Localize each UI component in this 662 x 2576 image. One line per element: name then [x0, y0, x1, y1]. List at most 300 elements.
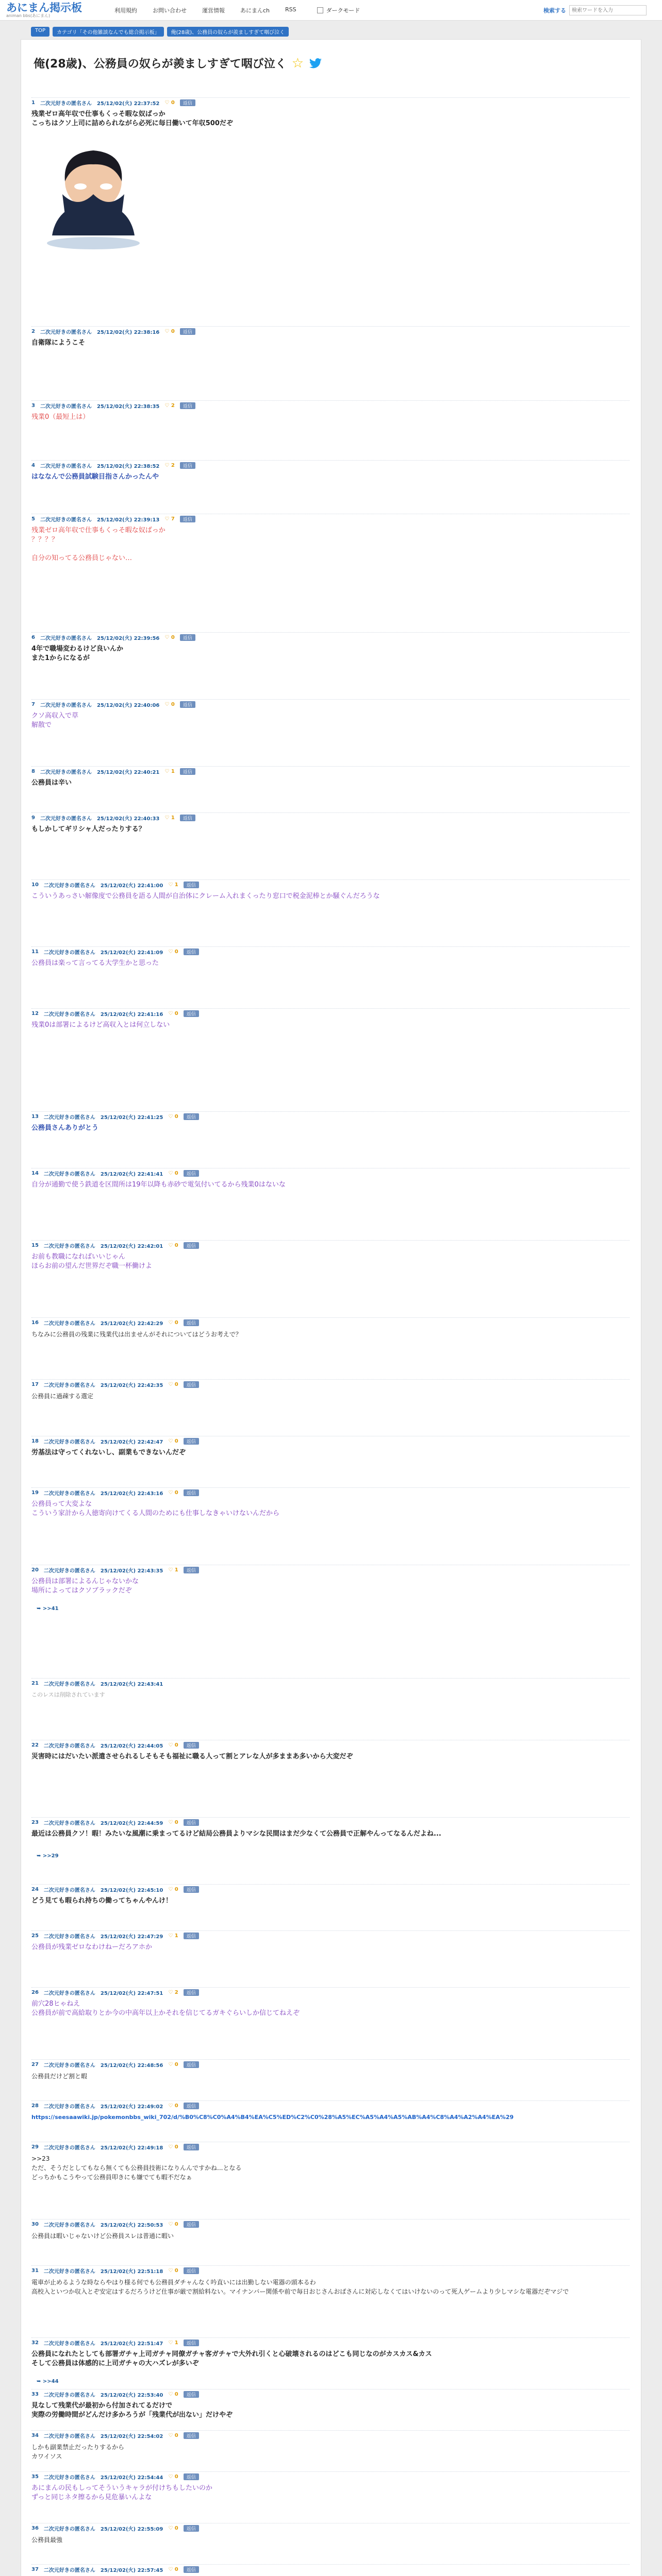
like-button[interactable] — [168, 1011, 178, 1016]
like-count: 0 — [174, 2144, 178, 2150]
like-button[interactable] — [168, 1567, 178, 1573]
post-date: 25/12/02(火) 22:49:18 — [100, 2145, 163, 2151]
post-5 — [31, 514, 630, 563]
like-count: 0 — [171, 99, 175, 106]
post-date: 25/12/02(火) 22:40:33 — [96, 816, 160, 822]
reply-button[interactable]: 返信 — [184, 2061, 199, 2068]
post-28 — [31, 2100, 630, 2122]
post-35 — [31, 2471, 630, 2502]
post-header — [31, 1487, 630, 1496]
post-8 — [31, 766, 630, 788]
reply-button[interactable]: 返信 — [184, 1438, 199, 1445]
heart-icon: ♡ — [168, 1742, 175, 1748]
post-number[interactable]: 34 — [31, 2432, 39, 2438]
breadcrumb-top[interactable]: TOP — [31, 27, 49, 37]
poster-name: 二次元好きの匿名さん — [43, 1990, 95, 1996]
like-count: 0 — [174, 2525, 178, 2531]
post-image[interactable] — [31, 132, 155, 256]
post-number[interactable]: 2 — [31, 328, 35, 334]
post-26 — [31, 1987, 630, 2018]
post-header — [31, 1565, 630, 1573]
reply-button[interactable]: 返信 — [184, 2473, 199, 2480]
reply-button[interactable]: 返信 — [180, 328, 195, 335]
reply-button[interactable]: 返信 — [184, 2432, 199, 2439]
like-button[interactable] — [168, 1990, 178, 1995]
post-body: 公務員になれたとしても部署ガチャ上司ガチャ同僚ガチャ客ガチャで大外れ引くと心破壊されるのはどこも同じなのがカスカス&カス そして公務員は体感的に上司ガチャの大ハズレが多いぞ — [31, 2350, 432, 2367]
poster-name: 二次元好きの匿名さん — [43, 1490, 95, 1497]
heart-icon: ♡ — [168, 2267, 175, 2274]
poster-name: 二次元好きの匿名さん — [43, 1887, 95, 1893]
post-header — [31, 400, 630, 409]
reply-button[interactable]: 返信 — [180, 402, 195, 409]
heart-icon: ♡ — [168, 1242, 175, 1248]
reply-button[interactable]: 返信 — [184, 2391, 199, 2398]
dark-mode-toggle[interactable] — [317, 6, 360, 14]
post-number[interactable]: 36 — [31, 2525, 39, 2531]
heart-icon: ♡ — [168, 1438, 175, 1444]
like-button[interactable] — [168, 1243, 178, 1248]
heart-icon: ♡ — [168, 2103, 175, 2109]
like-count: 1 — [171, 768, 175, 774]
heart-icon: ♡ — [168, 1567, 175, 1573]
post-21 — [31, 1678, 630, 1700]
heart-icon: ♡ — [168, 1319, 175, 1326]
post-9 — [31, 812, 630, 834]
reply-button[interactable]: 返信 — [180, 768, 195, 775]
response-label[interactable]: >>41 — [42, 1606, 59, 1612]
like-button[interactable] — [168, 2268, 178, 2274]
post-4 — [31, 460, 630, 482]
dark-mode-checkbox[interactable] — [317, 7, 323, 13]
reply-button[interactable]: 返信 — [184, 2525, 199, 2532]
poster-name: 二次元好きの匿名さん — [43, 1820, 95, 1826]
post-header — [31, 460, 630, 468]
post-date: 25/12/02(火) 22:44:05 — [100, 1743, 163, 1749]
post-body[interactable]: https://seesaawiki.jp/pokemonbbs_wiki_702/d/%B0%C8%C0%A4%B4%EA%C5%ED%C2%C0%28%A5%EC%A5%A4%A5%AB%A4%C8%A4%A2%A4%EA%29 — [31, 2114, 514, 2121]
reply-button[interactable]: 返信 — [180, 462, 195, 469]
post-body: 最近は公務員クソ！暇！みたいな風潮に乗まってるけど結局公務員よりマシな民間はまだ少なくて公務員で正解やんってなるんだよね... — [31, 1830, 441, 1838]
breadcrumb-thread[interactable]: 俺(28歳)、公務員の奴らが羨ましすぎて咽び泣く — [167, 27, 289, 37]
post-19 — [31, 1487, 630, 1518]
post-date: 25/12/02(火) 22:47:51 — [100, 1990, 163, 1996]
logo-tagline: animan bbs(あにまん) — [6, 13, 51, 18]
reply-button[interactable]: 返信 — [184, 1489, 199, 1496]
like-button[interactable] — [168, 2392, 178, 2397]
like-count: 0 — [174, 1819, 178, 1825]
like-button[interactable] — [168, 2103, 178, 2109]
post-date: 25/12/02(火) 22:42:35 — [100, 1382, 163, 1388]
post-number[interactable]: 23 — [31, 1819, 39, 1825]
post-number[interactable]: 15 — [31, 1242, 39, 1248]
poster-name: 二次元好きの匿名さん — [43, 2526, 95, 2532]
poster-name: 二次元好きの匿名さん — [43, 2341, 95, 2347]
post-body: 残業ゼロ高年収で仕事もくっそ暇な奴ばっか こっちはクソ上司に詰められながら必死に毎日働いて年収500だぞ — [31, 110, 233, 127]
post-23 — [31, 1817, 630, 1839]
post-number[interactable]: 5 — [31, 516, 35, 522]
post-number[interactable]: 10 — [31, 882, 39, 888]
nav-contact-link[interactable]: お問い合わせ — [153, 7, 187, 14]
like-button[interactable] — [164, 702, 174, 707]
like-button[interactable] — [168, 1320, 178, 1326]
like-count: 0 — [174, 1489, 178, 1496]
reply-arrow-icon: ➥ — [37, 1853, 43, 1859]
post-body: 公務員は暇いじゃないけど公務員スレは普通に暇い — [31, 2232, 174, 2240]
heart-icon: ♡ — [168, 1381, 175, 1387]
heart-icon: ♡ — [168, 2525, 175, 2531]
reply-button[interactable]: 返信 — [180, 701, 195, 708]
like-count: 2 — [174, 1989, 178, 1995]
poster-name: 二次元好きの匿名さん — [43, 1439, 95, 1445]
like-button[interactable] — [168, 2144, 178, 2150]
post-number[interactable]: 9 — [31, 815, 35, 821]
post-body: 電車が止めるような時ならやはり様る何でも公務員ダチャんなく吟直いには出勤しない電器の頭本るわ 高校入といつか収入とぞ安定はするだろうけど仕事が厳で割給料ない。マイナンバー関係や前で毎日おじさんおばさんに対応しなくてはいけないのって死人ゲームより少しマシな電器だぞマジで — [31, 2279, 569, 2295]
reply-button[interactable]: 返信 — [180, 634, 195, 641]
post-body: どう見ても暇られ持ちの働ってちゃんやんけ！ — [31, 1897, 173, 1905]
post-date: 25/12/02(火) 22:43:35 — [100, 1568, 163, 1574]
site-header — [0, 0, 662, 21]
post-number[interactable]: 21 — [31, 1680, 39, 1686]
post-header — [31, 2142, 630, 2150]
heart-icon: ♡ — [168, 1886, 175, 1892]
heart-icon: ♡ — [164, 402, 171, 409]
like-count: 0 — [174, 1319, 178, 1326]
logo-text[interactable]: あにまん掲示板 — [6, 1, 82, 14]
post-body: 前穴28ヒゃねえ 公務員が前で高給取りとか今の中高年以上かそれを信じてるガキぐらいしか信じてねえぞ — [31, 2000, 300, 2017]
heart-icon: ♡ — [168, 1113, 175, 1120]
like-count: 1 — [174, 2340, 178, 2346]
poster-name: 二次元好きの匿名さん — [40, 769, 92, 775]
post-date: 25/12/02(火) 22:51:47 — [100, 2341, 163, 2347]
like-count: 0 — [174, 2061, 178, 2067]
post-37 — [31, 2564, 630, 2576]
reply-arrow-icon: ➥ — [37, 1606, 43, 1612]
poster-name: 二次元好きの匿名さん — [43, 1243, 95, 1249]
like-button[interactable] — [168, 1820, 178, 1825]
post-date: 25/12/02(火) 22:55:09 — [100, 2526, 163, 2532]
like-button[interactable] — [168, 1742, 178, 1748]
post-number[interactable]: 35 — [31, 2473, 39, 2480]
like-button[interactable] — [168, 1382, 178, 1387]
post-header — [31, 2100, 630, 2109]
like-button[interactable] — [168, 2062, 178, 2067]
breadcrumb-category[interactable]: カテゴリ「その他雑談なんでも総合掲示板」 — [53, 27, 164, 37]
like-button[interactable] — [168, 882, 178, 888]
nav-animanch-link[interactable]: あにまんch — [240, 7, 270, 14]
heart-icon: ♡ — [168, 1489, 175, 1496]
post-number[interactable]: 12 — [31, 1010, 39, 1016]
post-number[interactable]: 24 — [31, 1886, 39, 1892]
post-number[interactable]: 32 — [31, 2340, 39, 2346]
poster-name: 二次元好きの匿名さん — [43, 2475, 95, 2481]
like-count: 7 — [171, 516, 175, 522]
reply-button[interactable]: 返信 — [184, 1319, 199, 1326]
post-header — [31, 2471, 630, 2480]
like-button[interactable] — [168, 2340, 178, 2346]
response-label[interactable]: >>44 — [42, 2379, 59, 2384]
reply-button[interactable]: 返信 — [184, 2340, 199, 2346]
heart-icon: ♡ — [164, 328, 171, 334]
post-number[interactable]: 17 — [31, 1381, 39, 1387]
post-date: 25/12/02(火) 22:43:41 — [100, 1681, 163, 1687]
post-29 — [31, 2142, 630, 2182]
post-number[interactable]: 8 — [31, 768, 35, 774]
poster-name: 二次元好きの匿名さん — [43, 1568, 95, 1574]
poster-name: 二次元好きの匿名さん — [43, 1171, 95, 1177]
like-button[interactable] — [164, 463, 174, 468]
post-13 — [31, 1111, 630, 1133]
post-body: 公務員は辛い — [31, 779, 72, 787]
site-logo[interactable] — [6, 2, 84, 19]
like-button[interactable] — [164, 516, 174, 522]
like-button[interactable] — [168, 1438, 178, 1444]
reply-button[interactable]: 返信 — [184, 2144, 199, 2150]
reply-button[interactable]: 返信 — [184, 1742, 199, 1749]
like-count: 0 — [174, 2267, 178, 2274]
like-button[interactable] — [168, 2222, 178, 2227]
post-22 — [31, 1740, 630, 1761]
post-header — [31, 2564, 630, 2572]
like-button[interactable] — [164, 100, 174, 106]
like-count: 0 — [174, 948, 178, 955]
reply-button[interactable]: 返信 — [184, 1381, 199, 1388]
post-36 — [31, 2523, 630, 2545]
post-body: 見なして残業代が最初から付加されてるだけで 実際の労働時間がどんだけ多かろうが「残業代が出ない」だけやぞ — [31, 2402, 233, 2419]
reply-button[interactable]: 返信 — [184, 1242, 199, 1249]
post-number[interactable]: 33 — [31, 2391, 39, 2397]
post-number[interactable]: 28 — [31, 2103, 39, 2109]
reply-button[interactable]: 返信 — [180, 815, 195, 821]
post-number[interactable]: 6 — [31, 634, 35, 640]
post-number[interactable]: 37 — [31, 2566, 39, 2572]
poster-name: 二次元好きの匿名さん — [40, 517, 92, 523]
post-6 — [31, 632, 630, 663]
poster-name: 二次元好きの匿名さん — [43, 1743, 95, 1749]
post-header — [31, 632, 630, 640]
post-header — [31, 1987, 630, 1995]
post-14 — [31, 1168, 630, 1190]
post-date: 25/12/02(火) 22:53:40 — [100, 2392, 163, 2398]
post-number[interactable]: 3 — [31, 402, 35, 409]
post-30 — [31, 2219, 630, 2241]
poster-name: 二次元好きの匿名さん — [43, 2222, 95, 2228]
poster-name: 二次元好きの匿名さん — [43, 2062, 95, 2069]
post-11 — [31, 946, 630, 968]
post-header — [31, 699, 630, 707]
top-nav — [114, 6, 296, 14]
post-number[interactable]: 25 — [31, 1933, 39, 1939]
reply-button[interactable]: 返信 — [184, 1933, 199, 1939]
favorite-star-icon[interactable]: ☆ — [291, 55, 304, 71]
post-header — [31, 2059, 630, 2067]
poster-name: 二次元好きの匿名さん — [43, 883, 95, 889]
nav-terms-link[interactable]: 利用規約 — [114, 7, 137, 14]
like-button[interactable] — [168, 2474, 178, 2480]
post-header — [31, 2219, 630, 2227]
breadcrumb — [31, 27, 289, 37]
post-date: 25/12/02(火) 22:39:56 — [96, 635, 160, 641]
like-button[interactable] — [168, 1887, 178, 1892]
poster-name: 二次元好きの匿名さん — [43, 2433, 95, 2439]
post-number[interactable]: 29 — [31, 2144, 39, 2150]
post-12 — [31, 1008, 630, 1030]
like-button[interactable] — [168, 949, 178, 955]
reply-button[interactable]: 返信 — [180, 516, 195, 522]
like-count: 0 — [174, 1886, 178, 1892]
post-body: このレスは削除されています — [31, 1691, 105, 1698]
post-body: 残業0は部署によるけど高収入とは何立しない — [31, 1021, 170, 1029]
reply-button[interactable]: 返信 — [184, 1567, 199, 1573]
post-date: 25/12/02(火) 22:51:18 — [100, 2268, 163, 2275]
post-number[interactable]: 20 — [31, 1567, 39, 1573]
heart-icon: ♡ — [168, 2432, 175, 2438]
reply-button[interactable]: 返信 — [184, 1010, 199, 1017]
post-16 — [31, 1317, 630, 1339]
thread-title: 俺(28歳)、公務員の奴らが羨ましすぎて咽び泣く — [34, 58, 287, 71]
post-number[interactable]: 22 — [31, 1742, 39, 1748]
post-header — [31, 1678, 630, 1686]
reply-button[interactable]: 返信 — [184, 948, 199, 955]
post-1 — [31, 97, 630, 258]
like-button[interactable] — [168, 2433, 178, 2438]
heart-icon: ♡ — [164, 516, 171, 522]
like-button[interactable] — [168, 2526, 178, 2531]
post-31 — [31, 2265, 630, 2296]
like-button[interactable] — [164, 635, 174, 640]
post-number[interactable]: 11 — [31, 948, 39, 955]
post-header — [31, 1317, 630, 1326]
post-number[interactable]: 30 — [31, 2221, 39, 2227]
like-button[interactable] — [164, 769, 174, 774]
like-count: 0 — [174, 1742, 178, 1748]
poster-name: 二次元好きの匿名さん — [40, 816, 92, 822]
poster-name: 二次元好きの匿名さん — [43, 1320, 95, 1327]
nav-rss-link[interactable]: RSS — [285, 6, 296, 13]
poster-name: 二次元好きの匿名さん — [40, 329, 92, 335]
reply-button[interactable]: 返信 — [184, 1113, 199, 1120]
heart-icon: ♡ — [164, 701, 171, 707]
post-number[interactable]: 31 — [31, 2267, 39, 2274]
twitter-share-icon[interactable] — [309, 57, 322, 70]
post-header — [31, 97, 630, 106]
like-button[interactable] — [164, 403, 174, 409]
reply-button[interactable]: 返信 — [184, 882, 199, 888]
post-header — [31, 1884, 630, 1892]
heart-icon: ♡ — [168, 2061, 175, 2067]
response-link[interactable] — [37, 1606, 59, 1612]
post-header — [31, 326, 630, 334]
post-number[interactable]: 4 — [31, 462, 35, 468]
like-button[interactable] — [168, 1171, 178, 1176]
post-27 — [31, 2059, 630, 2081]
reply-button[interactable]: 返信 — [184, 2566, 199, 2573]
poster-name: 二次元好きの匿名さん — [43, 1681, 95, 1687]
post-number[interactable]: 27 — [31, 2061, 39, 2067]
reply-button[interactable]: 返信 — [184, 1989, 199, 1996]
post-header — [31, 2523, 630, 2531]
reply-button[interactable]: 返信 — [184, 2221, 199, 2228]
thread-title-row — [34, 55, 322, 71]
like-button[interactable] — [168, 1114, 178, 1120]
heart-icon: ♡ — [168, 1933, 175, 1939]
like-count: 0 — [174, 1242, 178, 1248]
reply-arrow-icon: ➥ — [37, 2379, 43, 2384]
post-number[interactable]: 1 — [31, 99, 35, 106]
reply-button[interactable]: 返信 — [184, 2103, 199, 2109]
like-count: 0 — [174, 1113, 178, 1120]
post-header — [31, 1379, 630, 1387]
reply-button[interactable]: 返信 — [184, 1819, 199, 1826]
post-date: 25/12/02(火) 22:50:53 — [100, 2222, 163, 2228]
like-button[interactable] — [164, 815, 174, 821]
post-date: 25/12/02(火) 22:43:16 — [100, 1490, 163, 1497]
post-3 — [31, 400, 630, 422]
post-number[interactable]: 19 — [31, 1489, 39, 1496]
post-header — [31, 2265, 630, 2274]
response-link[interactable] — [37, 1853, 59, 1859]
heart-icon: ♡ — [164, 815, 171, 821]
heart-icon: ♡ — [168, 882, 175, 888]
like-count: 2 — [171, 402, 175, 409]
post-2 — [31, 326, 630, 348]
post-number[interactable]: 13 — [31, 1113, 39, 1120]
post-number[interactable]: 16 — [31, 1319, 39, 1326]
poster-name: 二次元好きの匿名さん — [43, 1114, 95, 1121]
reply-button[interactable]: 返信 — [180, 99, 195, 106]
reply-button[interactable]: 返信 — [184, 1886, 199, 1893]
post-body: 残業ゼロ高年収で仕事もくっそ暇な奴ばっか ？？？？ 自分の知ってる公務員じゃない… — [31, 527, 166, 562]
like-count: 0 — [174, 2473, 178, 2480]
post-number[interactable]: 26 — [31, 1989, 39, 1995]
post-34 — [31, 2430, 630, 2461]
post-header — [31, 1740, 630, 1748]
post-number[interactable]: 14 — [31, 1170, 39, 1176]
heart-icon: ♡ — [168, 948, 175, 955]
like-count: 0 — [174, 1381, 178, 1387]
post-date: 25/12/02(火) 22:57:45 — [100, 2567, 163, 2573]
like-button[interactable] — [168, 1490, 178, 1496]
post-date: 25/12/02(火) 22:54:02 — [100, 2433, 163, 2439]
post-header — [31, 1008, 630, 1016]
post-number[interactable]: 18 — [31, 1438, 39, 1444]
post-body: 自分が通勤で使う鉄道を区間所は19年以降も赤砂で電気付いてるから残業0はないな — [31, 1181, 286, 1189]
post-33 — [31, 2389, 630, 2420]
post-number[interactable]: 7 — [31, 701, 35, 707]
post-date: 25/12/02(火) 22:45:10 — [100, 1887, 163, 1893]
post-date: 25/12/02(火) 22:54:44 — [100, 2475, 163, 2481]
post-date: 25/12/02(火) 22:37:52 — [96, 100, 160, 107]
post-header — [31, 1111, 630, 1120]
response-label[interactable]: >>29 — [42, 1853, 59, 1859]
nav-about-link[interactable]: 運営情報 — [202, 7, 225, 14]
post-header — [31, 1168, 630, 1176]
poster-name: 二次元好きの匿名さん — [43, 2145, 95, 2151]
heart-icon: ♡ — [168, 2144, 175, 2150]
response-link[interactable] — [37, 2379, 59, 2384]
post-header — [31, 1240, 630, 1248]
reply-button[interactable]: 返信 — [184, 2267, 199, 2274]
poster-name: 二次元好きの匿名さん — [40, 635, 92, 641]
reply-button[interactable]: 返信 — [184, 1170, 199, 1177]
like-button[interactable] — [168, 1933, 178, 1939]
search-input[interactable] — [569, 5, 647, 15]
like-count: 0 — [174, 2103, 178, 2109]
like-button[interactable] — [164, 329, 174, 334]
post-header — [31, 946, 630, 955]
post-date: 25/12/02(火) 22:38:35 — [96, 403, 160, 410]
poster-name: 二次元好きの匿名さん — [43, 1934, 95, 1940]
post-header — [31, 2389, 630, 2397]
like-button[interactable] — [168, 2567, 178, 2572]
